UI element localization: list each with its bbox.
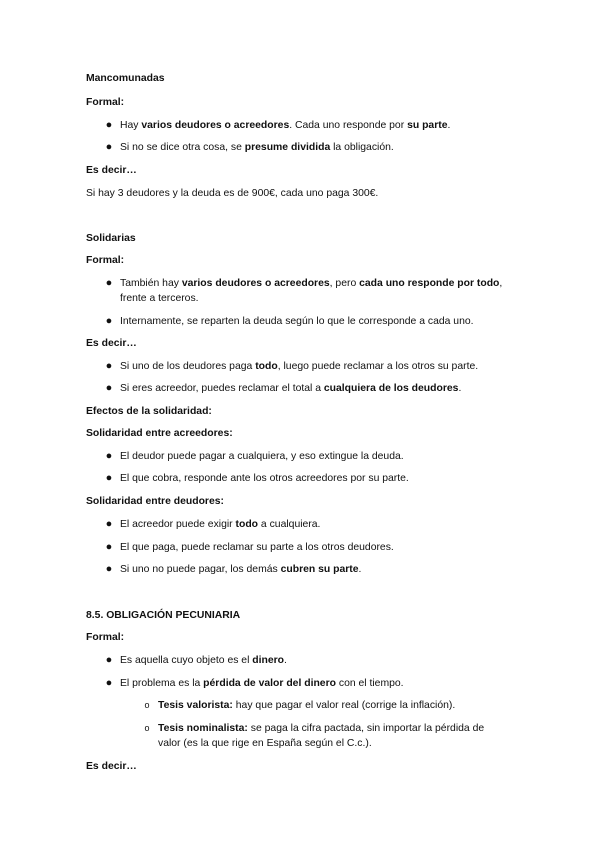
bullet-icon: ● [105, 382, 113, 394]
list-item: ● El problema es la pérdida de valor del dinero con el tiempo. [105, 677, 404, 689]
list-item: ● Si no se dice otra cosa, se presume dividida la obligación. [105, 141, 394, 153]
bullet-icon: ● [105, 141, 113, 153]
bullet-icon: ● [105, 518, 113, 530]
deudores-heading: Solidaridad entre deudores: [86, 496, 224, 507]
bullet-icon: ● [105, 277, 113, 289]
list-item: ● Si eres acreedor, puedes reclamar el total a cualquiera de los deudores. [105, 382, 462, 394]
section-heading-solidarias: Solidarias [86, 233, 136, 244]
hollow-bullet-icon: o [144, 723, 150, 733]
es-decir-label: Es decir… [86, 338, 137, 349]
acreedores-heading: Solidaridad entre acreedores: [86, 428, 233, 439]
sub-list-item: o Tesis valorista: hay que pagar el valor real (corrige la inflación). [158, 698, 513, 713]
bullet-icon: ● [105, 677, 113, 689]
list-item: ● El deudor puede pagar a cualquiera, y eso extingue la deuda. [105, 450, 404, 462]
bullet-icon: ● [105, 563, 113, 575]
section-heading-pecuniaria: 8.5. OBLIGACIÓN PECUNIARIA [86, 610, 241, 621]
list-item: ● Es aquella cuyo objeto es el dinero. [105, 654, 287, 666]
example-text: Si hay 3 deudores y la deuda es de 900€, cada uno paga 300€. [86, 188, 379, 199]
list-item: ● El acreedor puede exigir todo a cualquiera. [105, 518, 321, 530]
list-item: ● Hay varios deudores o acreedores. Cada uno responde por su parte. [105, 119, 451, 131]
sub-list-item: o Tesis nominalista: se paga la cifra pactada, sin importar la pérdida de valor (es la que rige en España según el C.c.). [158, 721, 513, 751]
formal-label: Formal: [86, 255, 125, 266]
bullet-icon: ● [105, 541, 113, 553]
list-item: ● También hay varios deudores o acreedores, pero cada uno responde por todo, frente a terceros. [105, 277, 503, 304]
hollow-bullet-icon: o [144, 700, 150, 710]
bullet-icon: ● [105, 450, 113, 462]
list-item: ● El que paga, puede reclamar su parte a los otros deudores. [105, 541, 394, 553]
bullet-icon: ● [105, 119, 113, 131]
list-item: ● Si uno no puede pagar, los demás cubren su parte. [105, 563, 362, 575]
es-decir-label: Es decir… [86, 761, 137, 772]
list-item: ● El que cobra, responde ante los otros acreedores por su parte. [105, 472, 409, 484]
formal-label: Formal: [86, 632, 125, 643]
efectos-heading: Efectos de la solidaridad: [86, 406, 212, 417]
list-item: ● Internamente, se reparten la deuda según lo que le corresponde a cada uno. [105, 315, 474, 327]
bullet-icon: ● [105, 472, 113, 484]
bullet-icon: ● [105, 315, 113, 327]
formal-label: Formal: [86, 97, 125, 108]
list-item: ● Si uno de los deudores paga todo, luego puede reclamar a los otros su parte. [105, 360, 479, 372]
es-decir-label: Es decir… [86, 165, 137, 176]
bullet-icon: ● [105, 654, 113, 666]
bullet-icon: ● [105, 360, 113, 372]
section-heading-mancomunadas: Mancomunadas [86, 73, 165, 84]
